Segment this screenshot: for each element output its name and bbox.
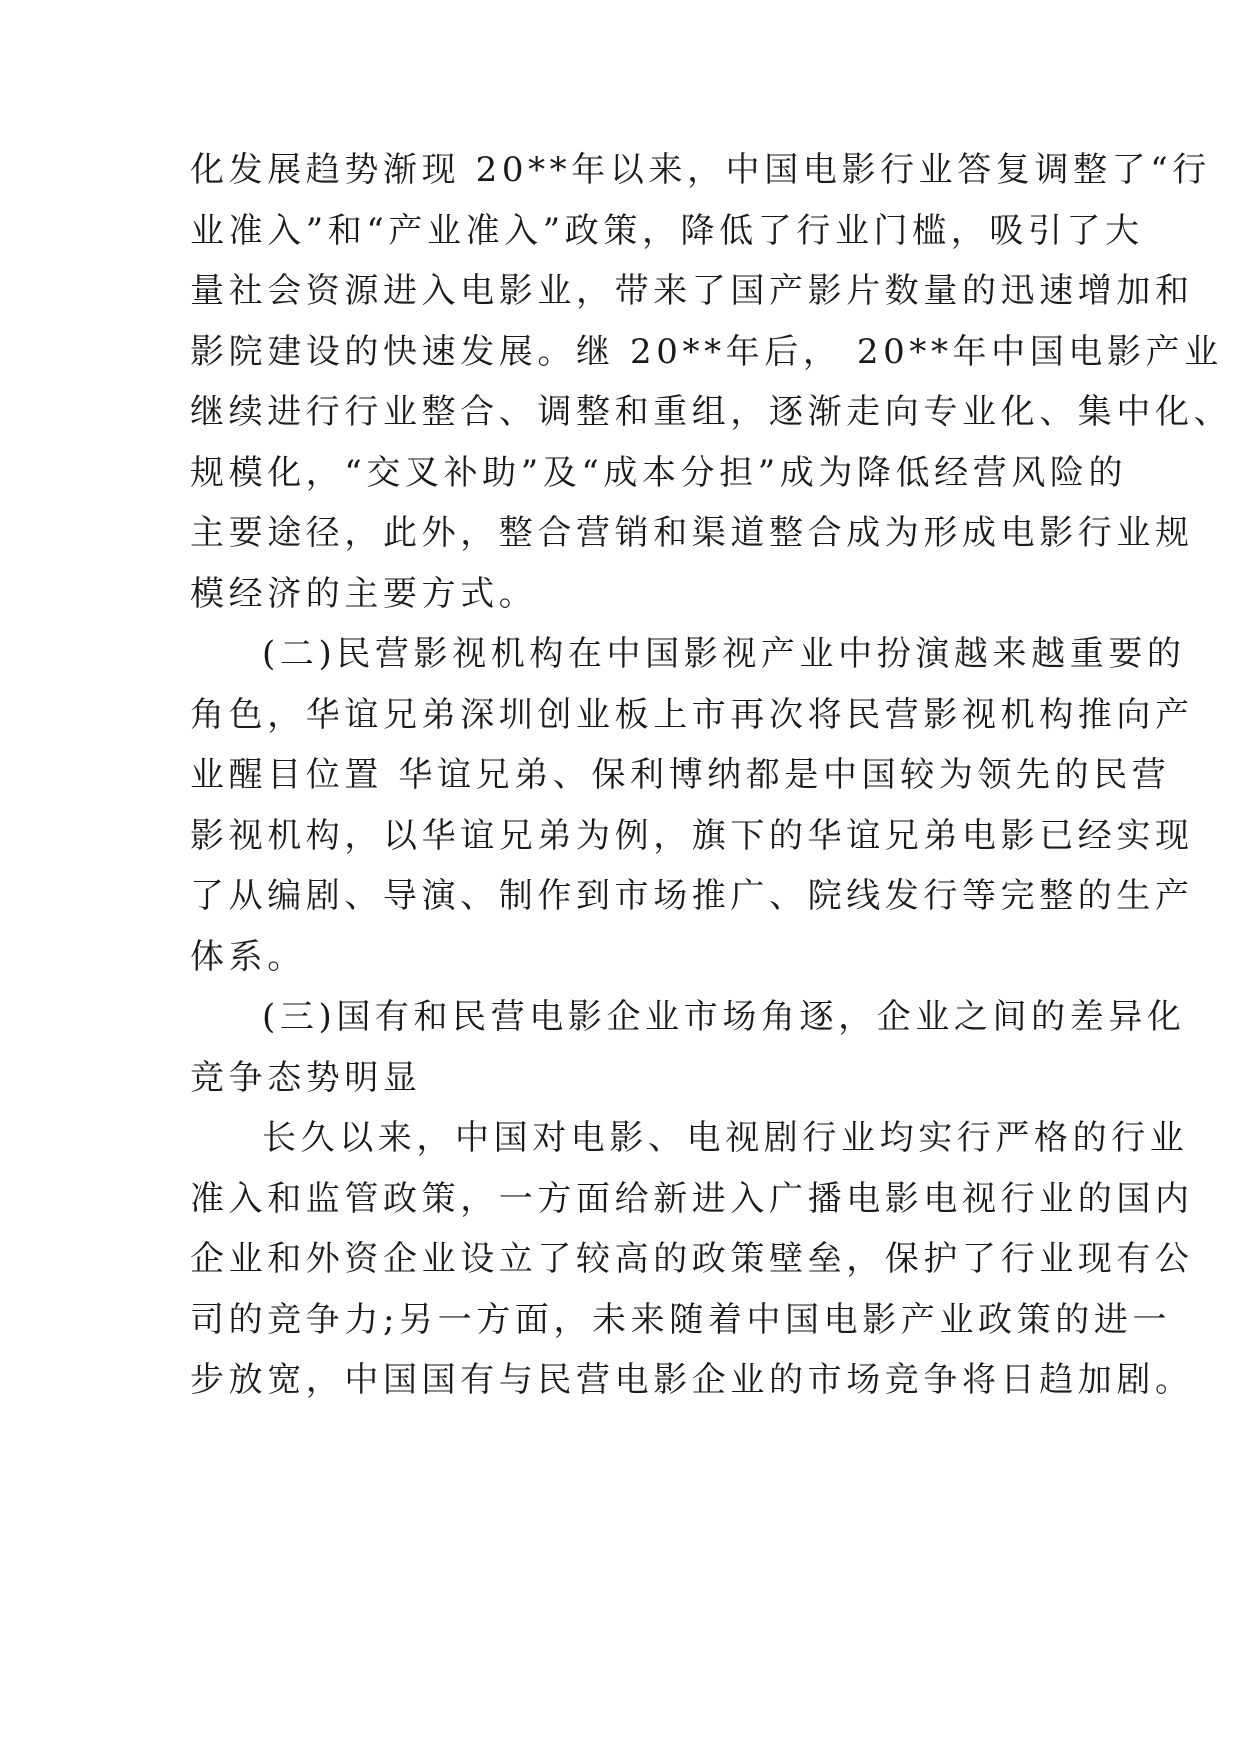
body-text: [190, 140, 1233, 1411]
text-line: 业准入”和“产业准入”政策，降低了行业门槛，吸引了大: [190, 210, 1144, 251]
text-line: 继续进行行业整合、调整和重组，逐渐走向专业化、集中化、: [190, 392, 1233, 432]
section-heading: (三)国有和民营电影企业市场角逐，企业之间的差异化: [262, 997, 1186, 1037]
text-line: 模经济的主要方式。: [190, 573, 538, 614]
text-line: 准入和监管政策，一方面给新进入广播电影电视行业的国内: [190, 1178, 1194, 1219]
text-line: 了从编剧、导演、制作到市场推广、院线发行等完整的生产: [190, 876, 1194, 916]
paragraph-start: 长久以来，中国对电影、电视剧行业均实行严格的行业: [262, 1118, 1189, 1158]
text-line: 主要途径，此外，整合营销和渠道整合成为形成电影行业规: [190, 513, 1194, 553]
text-line: 影视机构，以华谊兄弟为例，旗下的华谊兄弟电影已经实现: [190, 815, 1194, 856]
text-line: 司的竞争力;另一方面，未来随着中国电影产业政策的进一: [190, 1299, 1172, 1340]
section-heading: (二)民营影视机构在中国影视产业中扮演越来越重要的: [262, 634, 1186, 674]
text-line: 企业和外资企业设立了较高的政策壁垒，保护了行业现有公: [190, 1239, 1194, 1279]
text-line: 步放宽，中国国有与民营电影企业的市场竞争将日趋加剧。: [190, 1360, 1194, 1400]
text-line: 业醒目位置 华谊兄弟、保利博纳都是中国较为领先的民营: [190, 755, 1171, 795]
text-line: 竞争态势明显: [190, 1057, 422, 1098]
text-line: 体系。: [190, 936, 306, 977]
text-line: 影院建设的快速发展。继 20**年后， 20**年中国电影产业: [190, 331, 1223, 372]
text-line: 量社会资源进入电影业，带来了国产影片数量的迅速增加和: [190, 271, 1194, 311]
text-line: 角色，华谊兄弟深圳创业板上市再次将民营影视机构推向产: [190, 694, 1194, 735]
text-line: 化发展趋势渐现 20**年以来，中国电影行业答复调整了“行: [190, 150, 1211, 190]
text-line: 规模化，“交叉补助”及“成本分担”成为降低经营风险的: [190, 452, 1128, 493]
